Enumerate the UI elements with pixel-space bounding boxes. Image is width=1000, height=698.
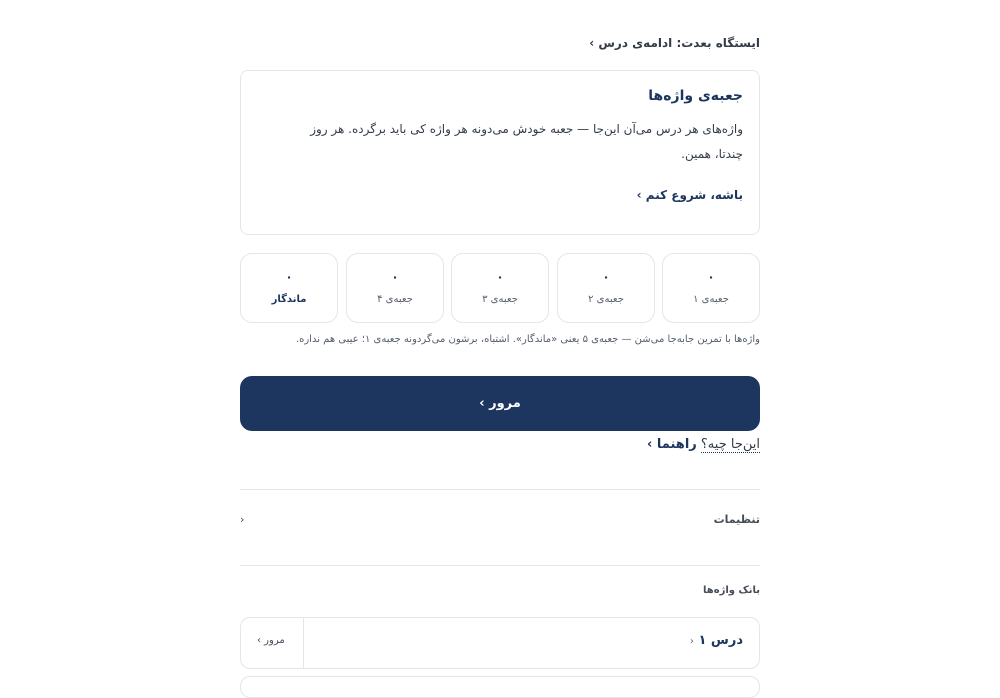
box-label: جعبه‌ی ۳ bbox=[482, 294, 518, 305]
box-2[interactable] bbox=[557, 253, 655, 323]
lesson-name-label: درس ۱ bbox=[698, 633, 743, 648]
review-button[interactable] bbox=[240, 376, 760, 431]
lesson-name[interactable] bbox=[684, 633, 743, 648]
intro-card-title: جعبه‌ی واژه‌ها bbox=[648, 88, 743, 104]
box-label: جعبه‌ی ۱ bbox=[693, 294, 729, 305]
settings-label: تنظیمات bbox=[713, 513, 760, 526]
chevron-left-icon: ‹ bbox=[689, 636, 694, 647]
guide-link[interactable]: راهنما › bbox=[647, 437, 697, 452]
help-row[interactable] bbox=[647, 437, 760, 452]
chevron-left-icon: ‹ bbox=[240, 513, 245, 526]
intro-card bbox=[240, 70, 760, 235]
box-3[interactable] bbox=[451, 253, 549, 323]
box-label: جعبه‌ی ۲ bbox=[588, 294, 624, 305]
start-link[interactable]: باشه، شروع کنم › bbox=[636, 188, 743, 202]
box-4[interactable] bbox=[346, 253, 444, 323]
box-count: ۰ bbox=[707, 270, 715, 284]
divider bbox=[240, 565, 760, 566]
box-label: جعبه‌ی ۴ bbox=[377, 294, 413, 305]
continue-lesson-link[interactable]: ادامه‌ی درس › bbox=[589, 36, 673, 50]
box-1[interactable] bbox=[662, 253, 760, 323]
boxes-hint: واژه‌ها با تمرین جابه‌جا می‌شن — جعبه‌ی ۵ یعنی «ماندگار». اشتباه، برشون می‌گردونه جعبه‌ی ۱؛ عیبی هم نداره. bbox=[295, 334, 760, 345]
box-count: ۰ bbox=[391, 270, 399, 284]
word-bank-title: بانک واژه‌ها bbox=[703, 585, 760, 596]
box-label: ماندگار bbox=[271, 294, 307, 305]
next-stop[interactable] bbox=[589, 36, 760, 50]
next-stop-label: ایستگاه بعدت: bbox=[676, 36, 760, 50]
settings-toggle[interactable] bbox=[240, 508, 760, 534]
lesson-row bbox=[240, 676, 760, 698]
review-button-label: مرور › bbox=[479, 396, 521, 411]
box-count: ۰ bbox=[285, 270, 293, 284]
leitner-boxes bbox=[240, 253, 760, 323]
divider bbox=[240, 489, 760, 490]
lesson-row bbox=[240, 617, 760, 669]
box-count: ۰ bbox=[496, 270, 504, 284]
lesson-review-button[interactable]: مرور › bbox=[257, 635, 285, 646]
box-count: ۰ bbox=[602, 270, 610, 284]
box-mastered[interactable] bbox=[240, 253, 338, 323]
divider bbox=[303, 618, 304, 668]
help-question[interactable]: این‌جا چیه؟ bbox=[700, 437, 760, 452]
intro-card-body: واژه‌های هر درس می‌آن این‌جا — جعبه خودش می‌دونه هر واژه کی باید برگرده. هر روز چندتا، همین. bbox=[310, 122, 743, 161]
